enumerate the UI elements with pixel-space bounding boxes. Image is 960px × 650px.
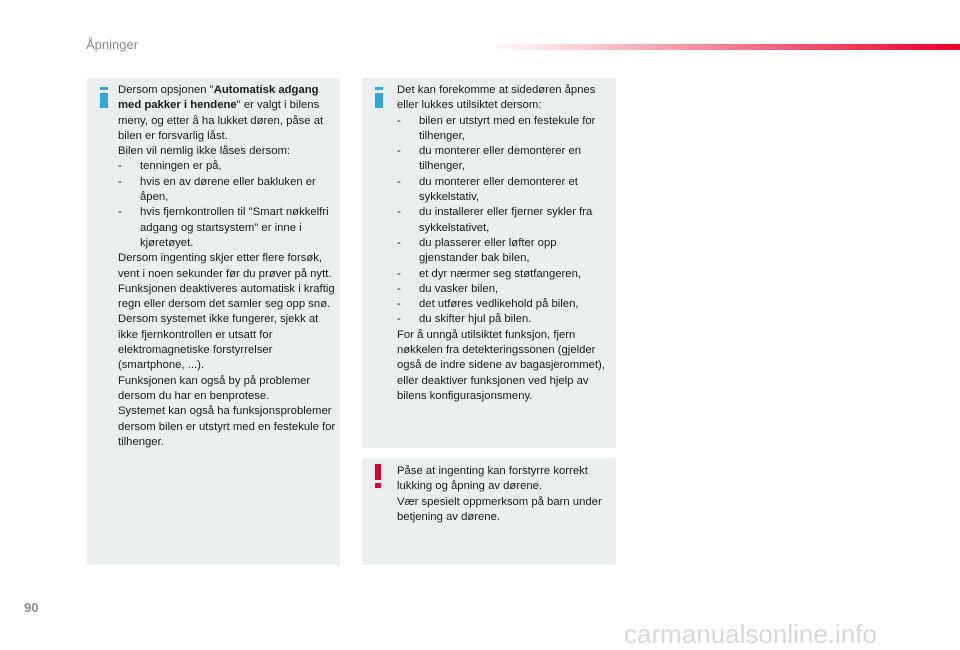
list-item: - hvis en av dørene eller bakluken er åpen, [118,175,316,204]
list-item: - du skifter hjul på bilen. [397,313,532,326]
paragraph: Dersom ingenting skjer etter flere forsøk, vent i noen sekunder før du prøver på nytt. [118,252,332,280]
info-text-sliding-door [397,83,611,404]
warning-text-doors [397,464,611,525]
intro-paragraph: Det kan forekomme at sidedøren åpnes eller lukkes utilsiktet dersom: [397,84,596,112]
header-accent-bar [490,44,960,50]
condition-intro: Bilen vil nemlig ikke låses dersom: [118,145,291,158]
list-item: - det utføres vedlikehold på bilen, [397,298,579,311]
paragraph: For å unngå utilsiktet funksjon, fjern nøkkelen fra detekteringssonen (gjelder også de indre sidene av bagasjerommet), eller deaktiver funksjonen ved hjelp av bilens konfigurasjonsmeny. [397,328,605,402]
watermark: carmanualsonline.info [624,619,877,649]
paragraph: Påse at ingenting kan forstyrre korrekt lukking og åpning av dørene. [397,465,588,493]
list-item: - du monterer eller demonterer en tilhenger, [397,145,582,173]
intro-paragraph: Dersom opsjonen "Automatisk adgang med pakker i hendene" er valgt i bilens meny, og etter å ha lukket døren, påse at bilen er forsvarlig låst. [118,84,324,142]
info-text-auto-access [118,83,336,450]
paragraph: Funksjonen kan også by på problemer dersom du har en benprotese. [118,374,311,402]
list-item: - du installerer eller fjerner sykler fra sykkelstativet, [397,206,593,234]
list-item: - et dyr nærmer seg støtfangeren, [397,267,581,280]
list-item: - du plasserer eller løfter opp gjenstander bak bilen, [397,236,557,265]
list-item: - tenningen er på, [118,160,222,173]
list-item: - du monterer eller demonterer et sykkelstativ, [397,175,578,204]
page-section-title: Åpninger [86,37,139,52]
page-number: 90 [24,600,39,615]
list-item: - hvis fjernkontrollen til "Smart nøkkelfri adgang og startsystem" er inne i kjøretøyet. [118,206,329,249]
option-name: Automatisk adgang med pakker i hendene [118,84,319,112]
list-item: - bilen er utstyrt med en festekule for tilhenger, [397,114,596,142]
paragraph: Dersom systemet ikke fungerer, sjekk at ikke fjernkontrollen er utsatt for elektromagnetiske forstyrrelser (smartphone, ...). [118,313,319,372]
paragraph: Vær spesielt oppmerksom på barn under betjening av dørene. [397,495,602,523]
paragraph: Systemet kan også ha funksjonsproblemer dersom bilen er utstyrt med en festekule for tilhenger. [118,405,336,448]
paragraph: Funksjonen deaktiveres automatisk i kraftig regn eller dersom det samler seg opp snø. [118,282,335,311]
list-item: - du vasker bilen, [397,282,499,295]
